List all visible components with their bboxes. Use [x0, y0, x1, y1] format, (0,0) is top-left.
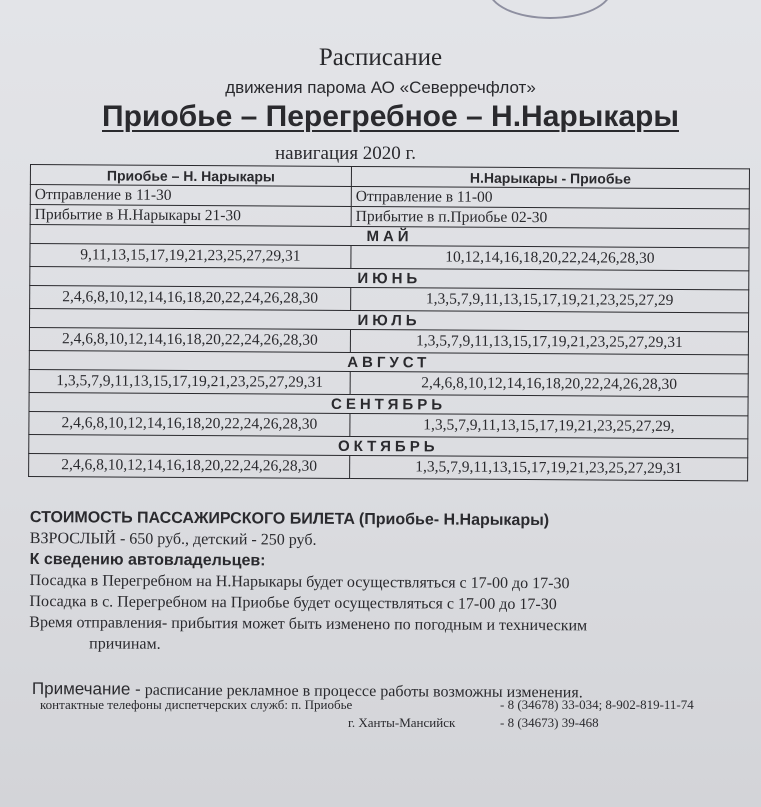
navigation-year: навигация 2020 г. [275, 143, 416, 164]
drivers-title: К сведению автовладельцев: [29, 550, 266, 570]
col-header-right: Н.Нарыкары - Приобье [351, 166, 749, 188]
contacts-label: контактные телефоны диспетчерских служб: п. Приобье [40, 697, 353, 712]
schedule-table [28, 164, 750, 481]
drivers-line: Время отправления- прибытия может быть изменено по погодным и техническим [29, 613, 588, 635]
stamp-seal [488, 0, 612, 19]
table-row [29, 453, 748, 480]
month-october: ОКТЯБРЬ [29, 434, 748, 457]
dates-left: 2,4,6,8,10,12,14,16,18,20,22,24,26,28,30 [29, 411, 350, 436]
month-august: АВГУСТ [29, 350, 748, 373]
note-text: расписание рекламное в процессе работы возможны изменения. [144, 681, 583, 702]
dates-right: 1,3,5,7,9,11,13,15,17,19,21,23,25,27,29,31 [350, 455, 748, 480]
price-values: - 650 руб., детский - 250 руб. [119, 530, 317, 549]
price-title: СТОИМОСТЬ ПАССАЖИРСКОГО БИЛЕТА [29, 508, 355, 528]
dates-right: 1,3,5,7,9,11,13,15,17,19,21,23,25,27,29, [350, 413, 748, 438]
doc-title: Расписание [318, 44, 443, 71]
arrival-left: Прибытие в Н.Нарыкары 21-30 [30, 205, 351, 227]
month-september: СЕНТЯБРЬ [29, 392, 748, 415]
dates-left: 2,4,6,8,10,12,14,16,18,20,22,24,26,28,30 [29, 453, 350, 478]
price-adult-label: ВЗРОСЛЫЙ [29, 529, 117, 548]
dates-left: 2,4,6,8,10,12,14,16,18,20,22,24,26,28,30 [30, 286, 351, 311]
route-heading: Приобье – Перегребное – Н.Нарыкары [102, 100, 679, 133]
city-khanty: г. Ханты-Мансийск [348, 715, 456, 730]
contact-row [40, 715, 760, 733]
dates-left: 1,3,5,7,9,11,13,15,17,19,21,23,25,27,29,31 [29, 369, 350, 394]
contact-row [40, 697, 760, 715]
dates-right: 1,3,5,7,9,11,13,15,17,19,21,23,25,27,29,31 [350, 329, 748, 354]
departure-right: Отправление в 11-00 [351, 186, 749, 208]
col-header-left: Приобье – Н. Нарыкары [30, 165, 351, 187]
phone-khanty: - 8 (34673) 39-468 [500, 715, 599, 730]
drivers-line: причинам. [89, 635, 161, 653]
dates-left: 2,4,6,8,10,12,14,16,18,20,22,24,26,28,30 [29, 328, 350, 353]
dates-right: 1,3,5,7,9,11,13,15,17,19,21,23,25,27,29 [351, 287, 749, 312]
arrival-right: Прибытие в п.Приобье 02-30 [351, 206, 749, 228]
price-route: (Приобье- Н.Нарыкары) [358, 511, 550, 530]
phone-priobye: - 8 (34678) 33-034; 8-902-819-11-74 [500, 697, 694, 712]
dates-right: 2,4,6,8,10,12,14,16,18,20,22,24,26,28,30 [350, 371, 748, 396]
price-block [29, 507, 750, 658]
drivers-line: Посадка в Перегребном на Н.Нарыкары будет осуществляться с 17-00 до 17-30 [29, 571, 570, 593]
dates-left: 9,11,13,15,17,19,21,23,25,27,29,31 [30, 244, 351, 269]
note-label: Примечание - [31, 679, 141, 699]
drivers-line: Посадка в с. Перегребном на Приобье будет осуществляться с 17-00 до 17-30 [29, 592, 557, 614]
departure-left: Отправление в 11-30 [30, 185, 351, 207]
month-july: ИЮЛЬ [30, 309, 749, 332]
doc-subtitle: движения парома АО «Северречфлот» [225, 78, 536, 97]
month-may: МАЙ [30, 225, 749, 248]
month-june: ИЮНЬ [30, 267, 749, 290]
dates-right: 10,12,14,16,18,20,22,24,26,28,30 [351, 245, 749, 270]
contacts-block [40, 697, 760, 733]
